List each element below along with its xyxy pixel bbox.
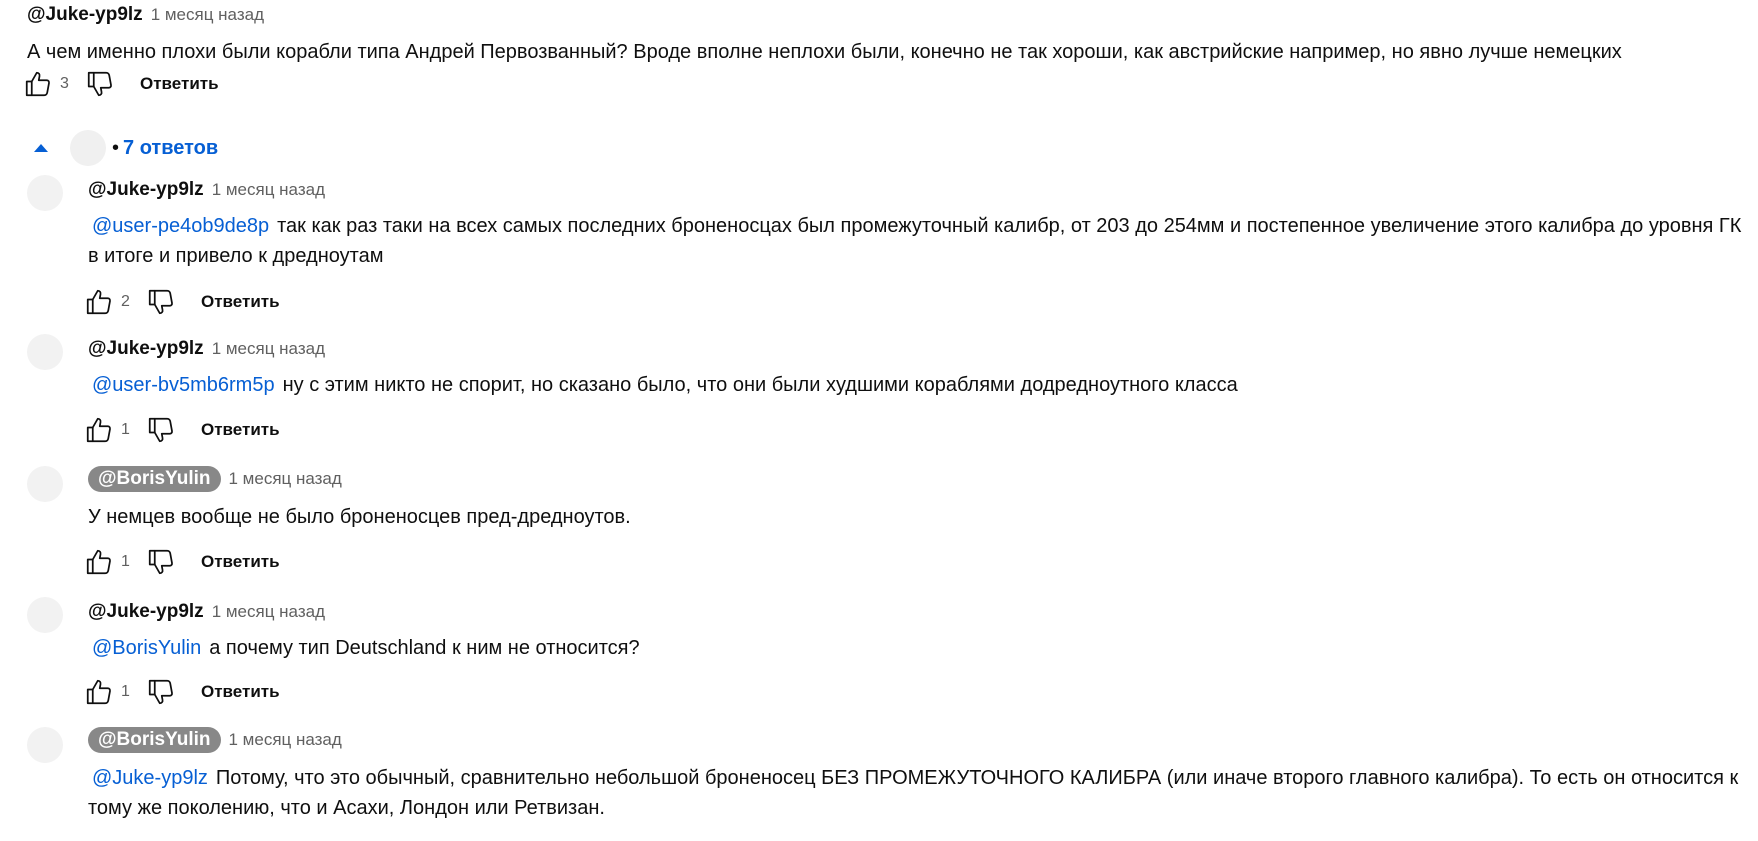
reply-author[interactable]: @Juke-yp9lz — [88, 601, 204, 622]
dislike-button[interactable] — [143, 545, 179, 579]
reply-time[interactable]: 1 месяц назад — [228, 469, 342, 488]
like-button[interactable] — [81, 675, 117, 709]
like-button[interactable] — [20, 67, 56, 101]
thumbs-up-icon — [23, 69, 53, 99]
thumbs-up-icon — [84, 287, 114, 317]
reply-header — [88, 727, 342, 753]
thumbs-up-icon — [84, 415, 114, 445]
reply-time[interactable]: 1 месяц назад — [211, 339, 325, 358]
reply-body: У немцев вообще не было броненосцев пред-дредноутов. — [88, 506, 631, 528]
replies-toggle[interactable] — [34, 128, 218, 168]
avatar[interactable] — [27, 175, 63, 211]
reply-actions — [81, 675, 280, 709]
thumbs-down-icon — [146, 547, 176, 577]
reply-text — [88, 211, 1748, 271]
reply-button[interactable]: Ответить — [201, 420, 280, 439]
reply-body: так как раз таки на всех самых последних броненосцах был промежуточный калибр, от 203 до 254мм и постепенное увеличение этого калибра до уровня ГК в итоге и привело к дредноутам — [88, 215, 1742, 267]
thumbs-down-icon — [146, 415, 176, 445]
thumbs-up-icon — [84, 547, 114, 577]
like-button[interactable] — [81, 413, 117, 447]
dislike-button[interactable] — [82, 67, 118, 101]
reply-time[interactable]: 1 месяц назад — [228, 730, 342, 749]
like-button[interactable] — [81, 285, 117, 319]
reply-author[interactable]: @BorisYulin — [88, 466, 221, 492]
reply-body: Потому, что это обычный, сравнительно небольшой броненосец БЕЗ ПРОМЕЖУТОЧНОГО КАЛИБРА (или иначе второго главного калибра). То есть он относится к тому же поколению, что и Асахи, Лондон или Ретвизан. — [88, 767, 1739, 819]
reply-header — [88, 601, 325, 623]
like-count: 1 — [121, 421, 130, 438]
reply-text — [88, 633, 1748, 663]
avatar — [70, 130, 106, 166]
avatar[interactable] — [27, 466, 63, 502]
like-count: 1 — [121, 553, 130, 570]
reply-actions — [81, 545, 280, 579]
comment-actions — [20, 67, 219, 101]
reply-button[interactable]: Ответить — [201, 292, 280, 311]
reply-button[interactable]: Ответить — [140, 74, 219, 93]
dislike-button[interactable] — [143, 285, 179, 319]
thumbs-down-icon — [146, 677, 176, 707]
reply-button[interactable]: Ответить — [201, 682, 280, 701]
comment-header — [27, 4, 264, 28]
like-count: 1 — [121, 683, 130, 700]
thumbs-down-icon — [146, 287, 176, 317]
mention-link[interactable]: @user-bv5mb6rm5p — [92, 374, 275, 396]
dislike-button[interactable] — [143, 675, 179, 709]
avatar[interactable] — [27, 334, 63, 370]
reply-text — [88, 763, 1748, 823]
comment-text: А чем именно плохи были корабли типа Андрей Первозванный? Вроде вполне неплохи были, конечно не так хороши, как австрийские например, но явно лучше немецких — [27, 41, 1622, 63]
reply-actions — [81, 285, 280, 319]
replies-count-label[interactable]: 7 ответов — [123, 136, 219, 159]
like-count: 2 — [121, 293, 130, 310]
reply-header — [88, 338, 325, 360]
reply-text — [88, 370, 1748, 400]
reply-header — [88, 179, 325, 201]
like-button[interactable] — [81, 545, 117, 579]
reply-author[interactable]: @Juke-yp9lz — [88, 338, 204, 359]
reply-button[interactable]: Ответить — [201, 552, 280, 571]
thumbs-up-icon — [84, 677, 114, 707]
reply-text — [88, 502, 1748, 532]
avatar[interactable] — [27, 727, 63, 763]
caret-up-icon — [34, 144, 48, 152]
reply-body: а почему тип Deutschland к ним не относится? — [209, 637, 640, 659]
reply-actions — [81, 413, 280, 447]
dislike-button[interactable] — [143, 413, 179, 447]
avatar[interactable] — [27, 597, 63, 633]
reply-header — [88, 466, 342, 492]
comment-time[interactable]: 1 месяц назад — [150, 5, 264, 24]
reply-body: ну с этим никто не спорит, но сказано было, что они были худшими кораблями додредноутного класса — [282, 374, 1238, 396]
reply-author[interactable]: @BorisYulin — [88, 727, 221, 753]
reply-time[interactable]: 1 месяц назад — [211, 180, 325, 199]
like-count: 3 — [60, 75, 69, 92]
comment-author[interactable]: @Juke-yp9lz — [27, 4, 143, 25]
mention-link[interactable]: @BorisYulin — [92, 637, 202, 659]
mention-link[interactable]: @user-pe4ob9de8p — [92, 215, 270, 237]
bullet: • — [112, 136, 120, 159]
thumbs-down-icon — [85, 69, 115, 99]
reply-time[interactable]: 1 месяц назад — [211, 602, 325, 621]
reply-author[interactable]: @Juke-yp9lz — [88, 179, 204, 200]
mention-link[interactable]: @Juke-yp9lz — [92, 767, 208, 789]
